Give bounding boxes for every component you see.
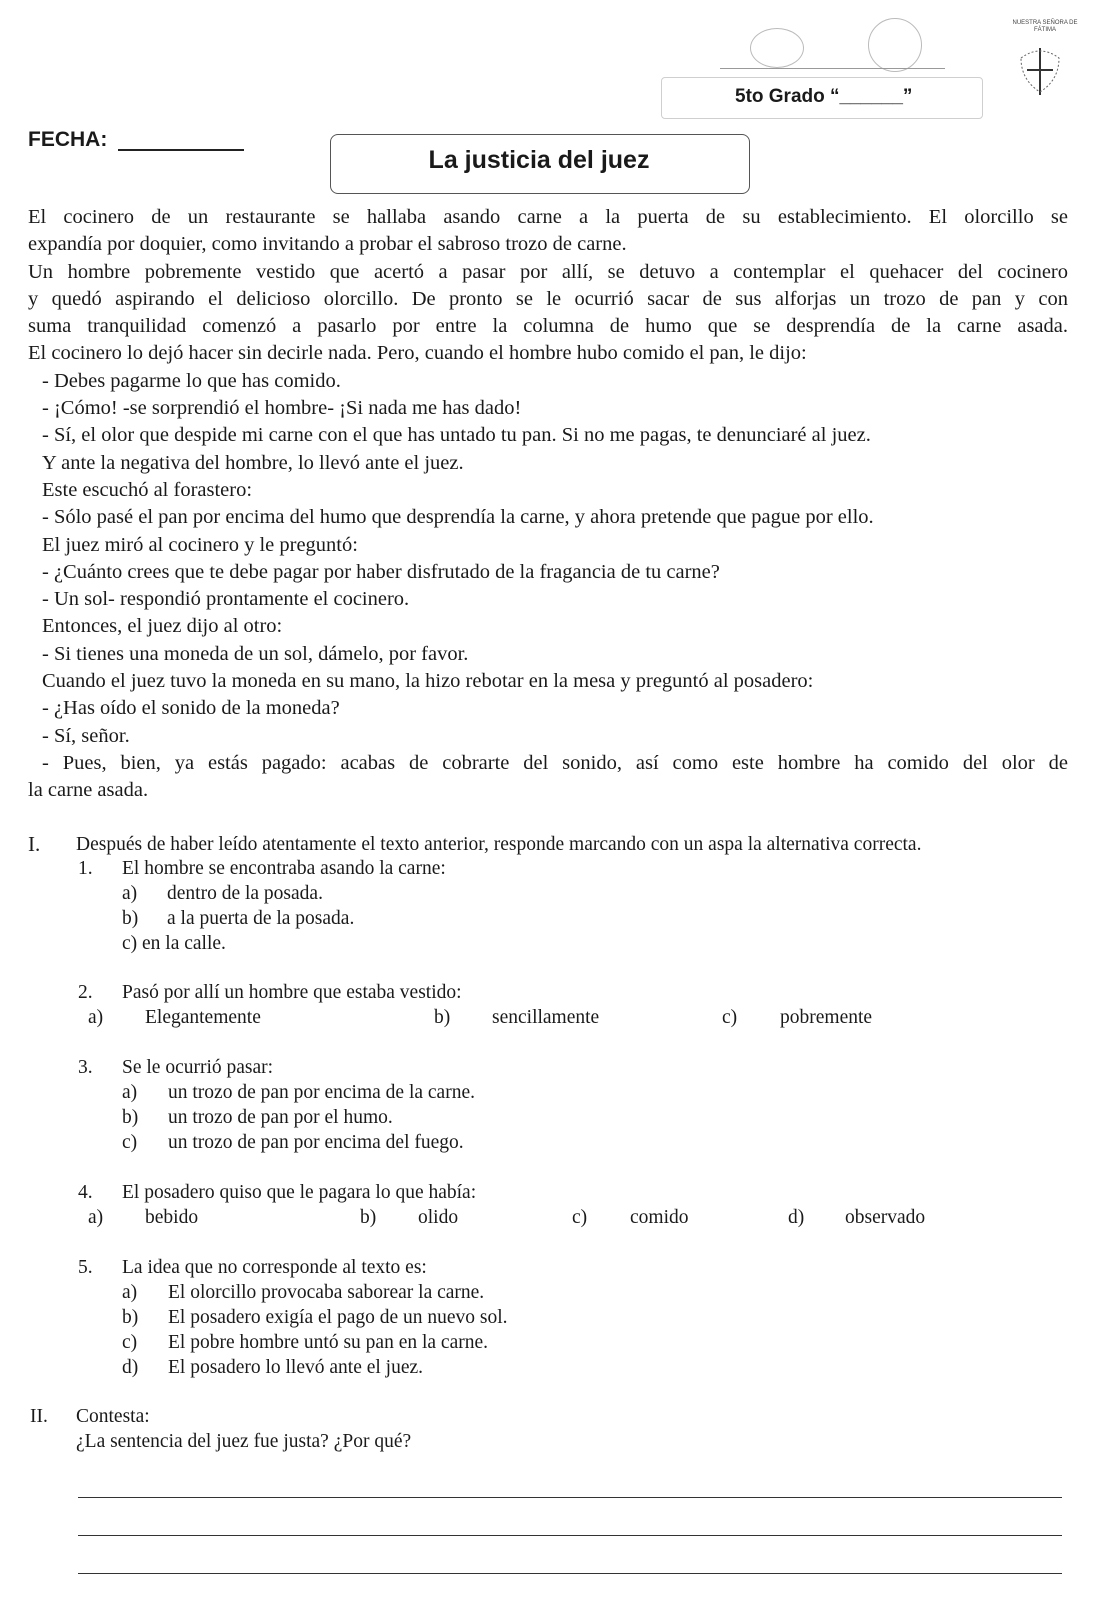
option-letter: c): [122, 1132, 138, 1153]
option-text: pobremente: [780, 1007, 873, 1028]
section2-question: ¿La sentencia del juez fue justa? ¿Por qué?: [76, 1431, 412, 1452]
cross-icon: [1015, 40, 1065, 100]
story-line: - ¿Cuánto crees que te debe pagar por haber disfrutado de la fragancia de tu carne?: [42, 560, 720, 583]
option-letter: a): [122, 1082, 138, 1103]
option-letter: b): [434, 1007, 451, 1028]
option-letter: d): [788, 1207, 805, 1228]
story-line: Cuando el juez tuvo la moneda en su mano, la hizo rebotar en la mesa y preguntó al posadero:: [42, 670, 814, 693]
story-line: Y ante la negativa del hombre, lo llevó ante el juez.: [42, 451, 464, 474]
story-line: - Pues, bien, ya estás pagado: acabas de cobrarte del sonido, así como este hombre ha comido del olor de: [42, 751, 1068, 774]
option-text: un trozo de pan por el humo.: [168, 1107, 393, 1128]
fecha-blank-line: [118, 149, 244, 151]
story-line: - Un sol- respondió prontamente el cocinero.: [42, 588, 410, 611]
option-text: a la puerta de la posada.: [167, 908, 355, 929]
option-letter: b): [122, 908, 139, 929]
option-letter: c): [572, 1207, 588, 1228]
option-text: El pobre hombre untó su pan en la carne.: [168, 1332, 489, 1353]
option-text: Elegantemente: [145, 1007, 261, 1028]
story-line: - Debes pagarme lo que has comido.: [42, 369, 341, 392]
story-line: - Sólo pasé el pan por encima del humo que desprendía la carne, y ahora pretende que pague por ello.: [42, 506, 874, 529]
fecha-label: FECHA:: [28, 128, 108, 151]
option-letter: a): [88, 1007, 104, 1028]
option-letter: a): [122, 1282, 138, 1303]
option-text: sencillamente: [492, 1007, 600, 1028]
question-number: 4.: [78, 1182, 93, 1203]
option-letter: b): [122, 1107, 139, 1128]
option-letter: a): [88, 1207, 104, 1228]
section1-instruction: Después de haber leído atentamente el texto anterior, responde marcando con un aspa la alternativa correcta.: [76, 834, 922, 855]
question-text: La idea que no corresponde al texto es:: [122, 1257, 427, 1278]
section2-numeral: II.: [30, 1406, 48, 1427]
option-text: olido: [418, 1207, 459, 1228]
question-text: Pasó por allí un hombre que estaba vestido:: [122, 982, 462, 1003]
story-text: [28, 204, 1068, 805]
option-letter: c): [722, 1007, 738, 1028]
section2-label: Contesta:: [76, 1406, 150, 1427]
story-line: El juez miró al cocinero y le preguntó:: [42, 533, 358, 556]
story-line: expandía por doquier, como invitando a probar el sabroso trozo de carne.: [28, 233, 627, 256]
question-number: 1.: [78, 858, 93, 879]
option-text: un trozo de pan por encima de la carne.: [168, 1082, 475, 1103]
question-text: El hombre se encontraba asando la carne:: [122, 858, 446, 879]
answer-line: [78, 1497, 1062, 1498]
option-text: El posadero lo llevó ante el juez.: [168, 1357, 424, 1378]
option-letter: a): [122, 883, 138, 904]
story-line: Este escuchó al forastero:: [42, 478, 253, 501]
option-letter: b): [122, 1307, 139, 1328]
story-line: - Sí, el olor que despide mi carne con el que has untado tu pan. Si no me pagas, te denunciaré al juez.: [42, 424, 871, 447]
section1-numeral: I.: [28, 832, 41, 856]
option-letter: c): [122, 1332, 138, 1353]
question-number: 5.: [78, 1257, 93, 1278]
answer-line: [78, 1573, 1062, 1574]
story-line: - Si tienes una moneda de un sol, dámelo, por favor.: [42, 642, 469, 665]
option-letter: d): [122, 1357, 139, 1378]
option-text: c) en la calle.: [122, 933, 226, 954]
option-text: El posadero exigía el pago de un nuevo sol.: [168, 1307, 508, 1328]
story-line: Entonces, el juez dijo al otro:: [42, 615, 283, 638]
story-line: suma tranquilidad comenzó a pasarlo por entre la columna de humo que se desprendía de la carne asada.: [28, 315, 1068, 338]
option-text: un trozo de pan por encima del fuego.: [168, 1132, 464, 1153]
story-line: la carne asada.: [28, 779, 149, 802]
story-line: - Sí, señor.: [42, 724, 130, 747]
option-text: bebido: [145, 1207, 199, 1228]
question-text: El posadero quiso que le pagara lo que había:: [122, 1182, 477, 1203]
question-number: 3.: [78, 1057, 93, 1078]
answer-line: [78, 1535, 1062, 1536]
option-letter: b): [360, 1207, 377, 1228]
option-text: dentro de la posada.: [167, 883, 323, 904]
grade-label: 5to Grado “______”: [735, 86, 913, 107]
option-text: comido: [630, 1207, 689, 1228]
question-number: 2.: [78, 982, 93, 1003]
story-line: y quedó aspirando el delicioso olorcillo. De pronto se le ocurrió sacar de sus alforjas un trozo de pan y con: [28, 287, 1068, 310]
story-line: - ¡Cómo! -se sorprendió el hombre- ¡Si nada me has dado!: [42, 397, 522, 420]
story-line: Un hombre pobremente vestido que acertó a pasar por allí, se detuvo a contemplar el quehacer del cocinero: [28, 260, 1068, 283]
school-logo-text: NUESTRA SEÑORA DE FÁTIMA: [1012, 20, 1078, 33]
option-text: El olorcillo provocaba saborear la carne.: [168, 1282, 485, 1303]
page-title: La justicia del juez: [428, 146, 650, 174]
question-text: Se le ocurrió pasar:: [122, 1057, 274, 1078]
story-line: - ¿Has oído el sonido de la moneda?: [42, 697, 340, 720]
story-line: El cocinero de un restaurante se hallaba asando carne a la puerta de su establecimiento. El olorcillo se: [28, 206, 1068, 228]
story-line: El cocinero lo dejó hacer sin decirle nada. Pero, cuando el hombre hubo comido el pan, le dijo:: [28, 342, 807, 365]
option-text: observado: [845, 1207, 926, 1228]
